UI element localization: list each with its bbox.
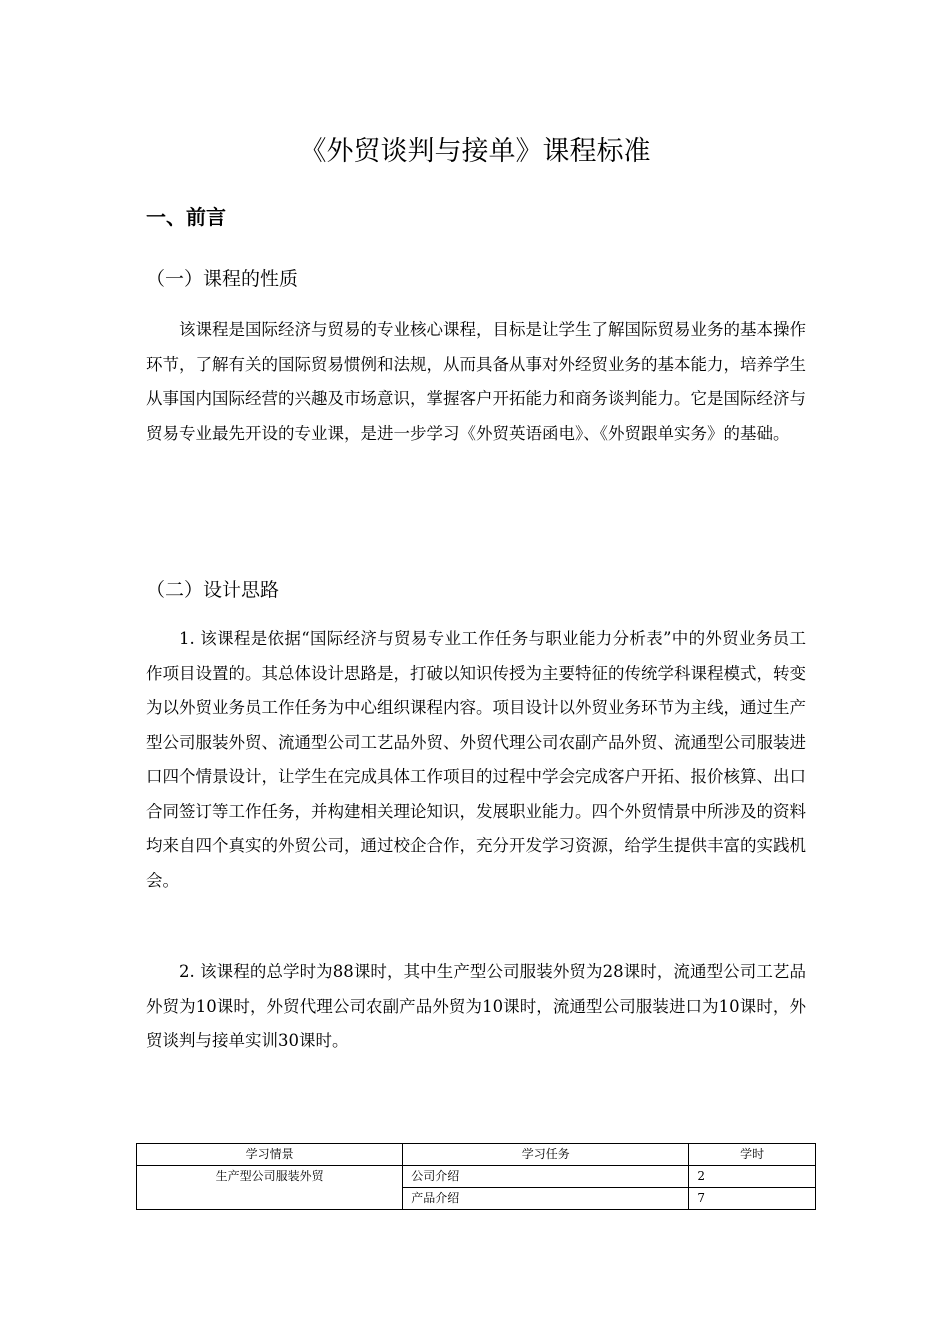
paragraph-course-nature: 该课程是国际经济与贸易的专业核心课程，目标是让学生了解国际贸易业务的基本操作环节，了解有关的国际贸易惯例和法规，从而具备从事对外经贸业务的基本能力，培养学生从事国内国际经营的兴趣及市场意识，掌握客户开拓能力和商务谈判能力。它是国际经济与贸易专业最先开设的专业课，是进一步学习《外贸英语函电》、《外贸跟单实务》的基础。: [146, 320, 806, 443]
section-heading-preface: 一、前言: [146, 205, 226, 229]
subheading-design-ideas: （二）设计思路: [146, 579, 280, 601]
course-hours-table: [136, 1143, 816, 1210]
cell-hours: 2: [689, 1166, 816, 1188]
paragraph-design-ideas-2: 2. 该课程的总学时为88课时，其中生产型公司服装外贸为28课时，流通型公司工艺品外贸为10课时，外贸代理公司农副产品外贸为10课时，流通型公司服装进口为10课时，外贸谈判与接单实训30课时。: [146, 962, 806, 1050]
paragraph-design-ideas-1: 1. 该课程是依据“国际经济与贸易专业工作任务与职业能力分析表”中的外贸业务员工作项目设置的。其总体设计思路是，打破以知识传授为主要特征的传统学科课程模式，转变为以外贸业务员工作任务为中心组织课程内容。项目设计以外贸业务环节为主线，通过生产型公司服装外贸、流通型公司工艺品外贸、外贸代理公司农副产品外贸、流通型公司服装进口四个情景设计，让学生在完成具体工作项目的过程中学会完成客户开拓、报价核算、出口合同签订等工作任务，并构建相关理论知识，发展职业能力。四个外贸情景中所涉及的资料均来自四个真实的外贸公司，通过校企合作，充分开发学习资源，给学生提供丰富的实践机会。: [146, 629, 806, 890]
cell-task: 产品介绍: [403, 1188, 689, 1210]
cell-hours: 7: [689, 1188, 816, 1210]
document-title: 《外贸谈判与接单》课程标准: [299, 136, 651, 167]
table-row: [137, 1166, 816, 1188]
table-header-row: [137, 1144, 816, 1166]
subheading-course-nature: （一）课程的性质: [146, 268, 299, 290]
header-scenario: 学习情景: [137, 1144, 403, 1166]
cell-scenario: 生产型公司服装外贸: [137, 1166, 403, 1210]
cell-task: 公司介绍: [403, 1166, 689, 1188]
header-hours: 学时: [689, 1144, 816, 1166]
header-task: 学习任务: [403, 1144, 689, 1166]
